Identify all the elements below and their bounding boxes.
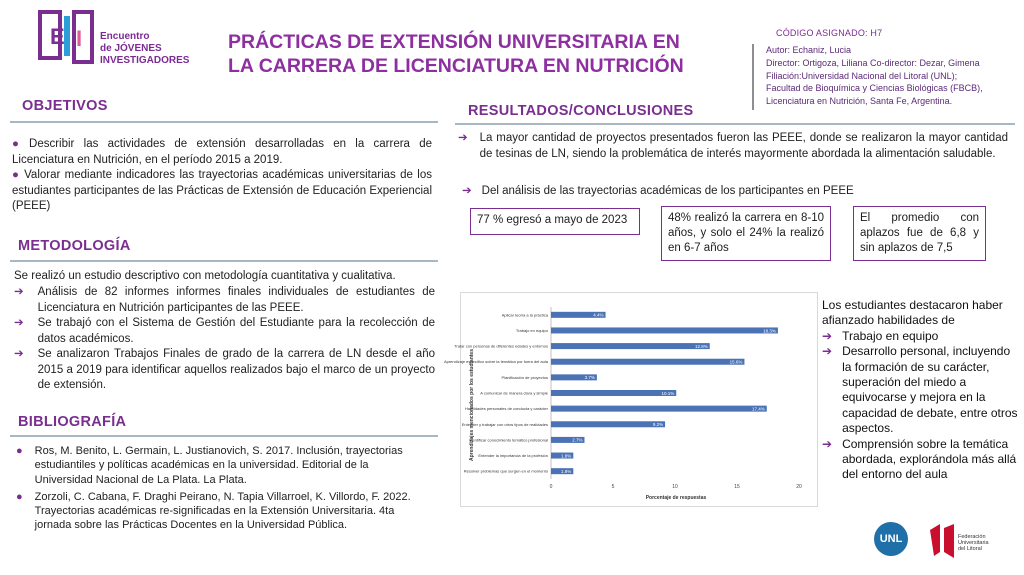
- skills-bar-chart: [443, 292, 818, 507]
- chart-category-label: Habilidades personales de conducta y carácter: [464, 406, 548, 412]
- chart-ylabel: Aprendizajes mencionados por los estudiantes: [469, 349, 475, 461]
- chart-xlabel: Porcentaje de respuestas: [645, 495, 707, 501]
- chart-data-label: 2.7%: [572, 437, 583, 443]
- poster-title: PRÁCTICAS DE EXTENSIÓN UNIVERSITARIA EN LA CARRERA DE LICENCIATURA EN NUTRICIÓN: [228, 31, 684, 77]
- chart-data-label: 18.3%: [763, 328, 776, 334]
- resultados-divider: [455, 123, 1015, 125]
- resultados-p1: ➔ La mayor cantidad de proyectos presentados fueron las PEEE, donde se realizaron la mayor cantidad de tesinas de LN, siendo la problemática de interés mayormente abordada la alimentación saludable.: [458, 132, 1008, 160]
- bibliografia-divider: [10, 435, 438, 437]
- resultados-p2: ➔ Del análisis de las trayectorias académicas de los participantes en PEEE: [462, 185, 854, 197]
- chart-bar: [551, 406, 767, 412]
- chart-category-label: Aplicar teoría a la práctica: [501, 312, 548, 318]
- chart-caption: Los estudiantes destacaron haber afianzado habilidades de ➔ Trabajo en equipo ➔ Desarrollo personal, incluyendo la formación de su carácter, superación del miedo a equivocarse y mejora en la capacidad de debate, entre otros aspectos. ➔ Comprensión sobre la temática abordada, explorándola más allá del entorno del aula: [822, 298, 1022, 483]
- chart-bar: [551, 421, 665, 427]
- objetivos-list: [12, 137, 432, 215]
- caption-item: ➔ Trabajo en equipo: [822, 328, 939, 343]
- chart-x-tick: 15: [734, 484, 740, 490]
- bibliografia-list: [16, 444, 426, 533]
- svg-text:I: I: [76, 26, 83, 51]
- metodologia-item: ➔ Se analizaron Trabajos Finales de grado de la carrera de LN desde el año 2015 a 2019 para identificar aquellos realizados bajo el marco de un proyecto de extensión.: [14, 348, 435, 391]
- caption-item: ➔ Comprensión sobre la temática abordada, explorándola más allá del entorno del aula: [822, 436, 1017, 482]
- svg-text:E: E: [50, 24, 65, 49]
- objetivos-heading: OBJETIVOS: [22, 98, 108, 114]
- chart-bar: [551, 327, 778, 333]
- chart-x-tick: 5: [611, 484, 615, 490]
- chart-data-label: 1.8%: [561, 453, 572, 459]
- metodologia-divider: [10, 260, 438, 262]
- fue-logo: [926, 522, 1016, 562]
- metodologia-item: ➔ Se trabajó con el Sistema de Gestión del Estudiante para la recolección de datos académicos.: [14, 317, 435, 345]
- chart-category-label: Identificar conocimiento temático profesional: [469, 437, 548, 443]
- resultados-heading: RESULTADOS/CONCLUSIONES: [468, 103, 694, 119]
- fue-logo-text: Federación Universitaria del Litoral: [958, 534, 989, 552]
- result-box-duration: 48% realizó la carrera en 8-10 años, y solo el 24% la realizó en 6-7 años: [661, 206, 831, 261]
- objetivo-item: ● Valorar mediante indicadores las trayectorias académicas universitarias de los estudiantes participantes de las Prácticas de Extensión de Educación Experiencial (PEEE): [12, 169, 432, 212]
- author-divider: [752, 44, 754, 110]
- chart-category-label: Planificación de proyectos: [501, 374, 548, 380]
- bibliografia-item: ● Zorzoli, C. Cabana, F. Draghi Peirano, N. Tapia Villarroel, K. Villordo, F. 2022. Trayectorias académicas re-significadas en la Extensión Universitaria. 4ta jornada sobre las Prácticas Docentes en la Universidad Pública.: [16, 490, 411, 532]
- chart-category-label: Resolver problemas que surgen en el momento: [463, 468, 548, 474]
- result-box-graduation: 77 % egresó a mayo de 2023: [470, 208, 640, 235]
- chart-category-label: A comunicar de manera clara y simple: [480, 390, 548, 396]
- eji-logo: [38, 10, 96, 65]
- assigned-code: CÓDIGO ASIGNADO: H7: [776, 28, 883, 38]
- chart-category-label: Aprendizaje específico sobre la temática por fuera del aula: [443, 359, 548, 365]
- metodologia-list: [14, 285, 435, 394]
- chart-data-label: 10.1%: [661, 390, 675, 396]
- unl-logo: UNL: [874, 522, 908, 556]
- chart-bar: [551, 359, 744, 365]
- chart-data-label: 17.4%: [751, 406, 765, 412]
- objetivo-item: ● Describir las actividades de extensión desarrolladas en la carrera de Licenciatura en Nutrición, en el período 2015 a 2019.: [12, 138, 432, 166]
- author-info: Autor: Echaniz, Lucia Director: Ortigoza, Liliana Co-director: Dezar, Gimena Filiación:Universidad Nacional del Litoral (UNL); Facultad de Bioquímica y Ciencias Biológicas (FBCB), Licenciatura en Nutrición, Santa Fe, Argentina.: [766, 45, 983, 107]
- objetivos-divider: [10, 121, 438, 123]
- bibliografia-item: ● Ros, M. Benito, L. Germain, L. Justianovich, S. 2017. Inclusión, trayectorias estudiantiles y políticas académicas en la universidad. Editorial de la Universidad Nacional de La Plata. La Plata.: [16, 445, 403, 486]
- chart-data-label: 15.6%: [729, 359, 743, 365]
- chart-bar: [551, 390, 676, 396]
- chart-x-tick: 0: [549, 484, 553, 490]
- metodologia-heading: METODOLOGÍA: [18, 238, 131, 254]
- chart-category-label: Trabajo en equipo: [515, 327, 548, 333]
- chart-x-tick: 10: [672, 484, 678, 490]
- chart-data-label: 12.8%: [694, 343, 708, 349]
- chart-svg: [443, 293, 819, 508]
- chart-data-label: 3.7%: [584, 375, 595, 381]
- chart-category-label: Entender la importancia de la profesión: [478, 453, 548, 459]
- chart-category-label: Entender y trabajar con otros tipos de realidades: [461, 421, 548, 427]
- chart-data-label: 9.2%: [652, 422, 664, 428]
- chart-data-label: 4.4%: [593, 312, 604, 318]
- metodologia-item: ➔ Análisis de 82 informes informes finales individuales de estudiantes de Licenciatura en Nutrición participantes de las PEEE.: [14, 286, 435, 314]
- chart-data-label: 1.8%: [561, 468, 572, 474]
- caption-item: ➔ Desarrollo personal, incluyendo la formación de su carácter, superación del miedo a equivocarse y mejora en la capacidad de debate, entre otros aspectos.: [822, 344, 1018, 436]
- logo-text: Encuentro de JÓVENES INVESTIGADORES: [100, 31, 190, 66]
- bibliografia-heading: BIBLIOGRAFÍA: [18, 414, 127, 430]
- result-box-average: El promedio con aplazos fue de 6,8 y sin aplazos de 7,5: [853, 206, 986, 261]
- chart-x-tick: 20: [796, 484, 802, 490]
- metodologia-intro: Se realizó un estudio descriptivo con metodología cuantitativa y cualitativa.: [14, 270, 396, 282]
- chart-bar: [551, 343, 710, 349]
- chart-category-label: Tratar con personas de diferentes edades y entornos: [454, 343, 548, 349]
